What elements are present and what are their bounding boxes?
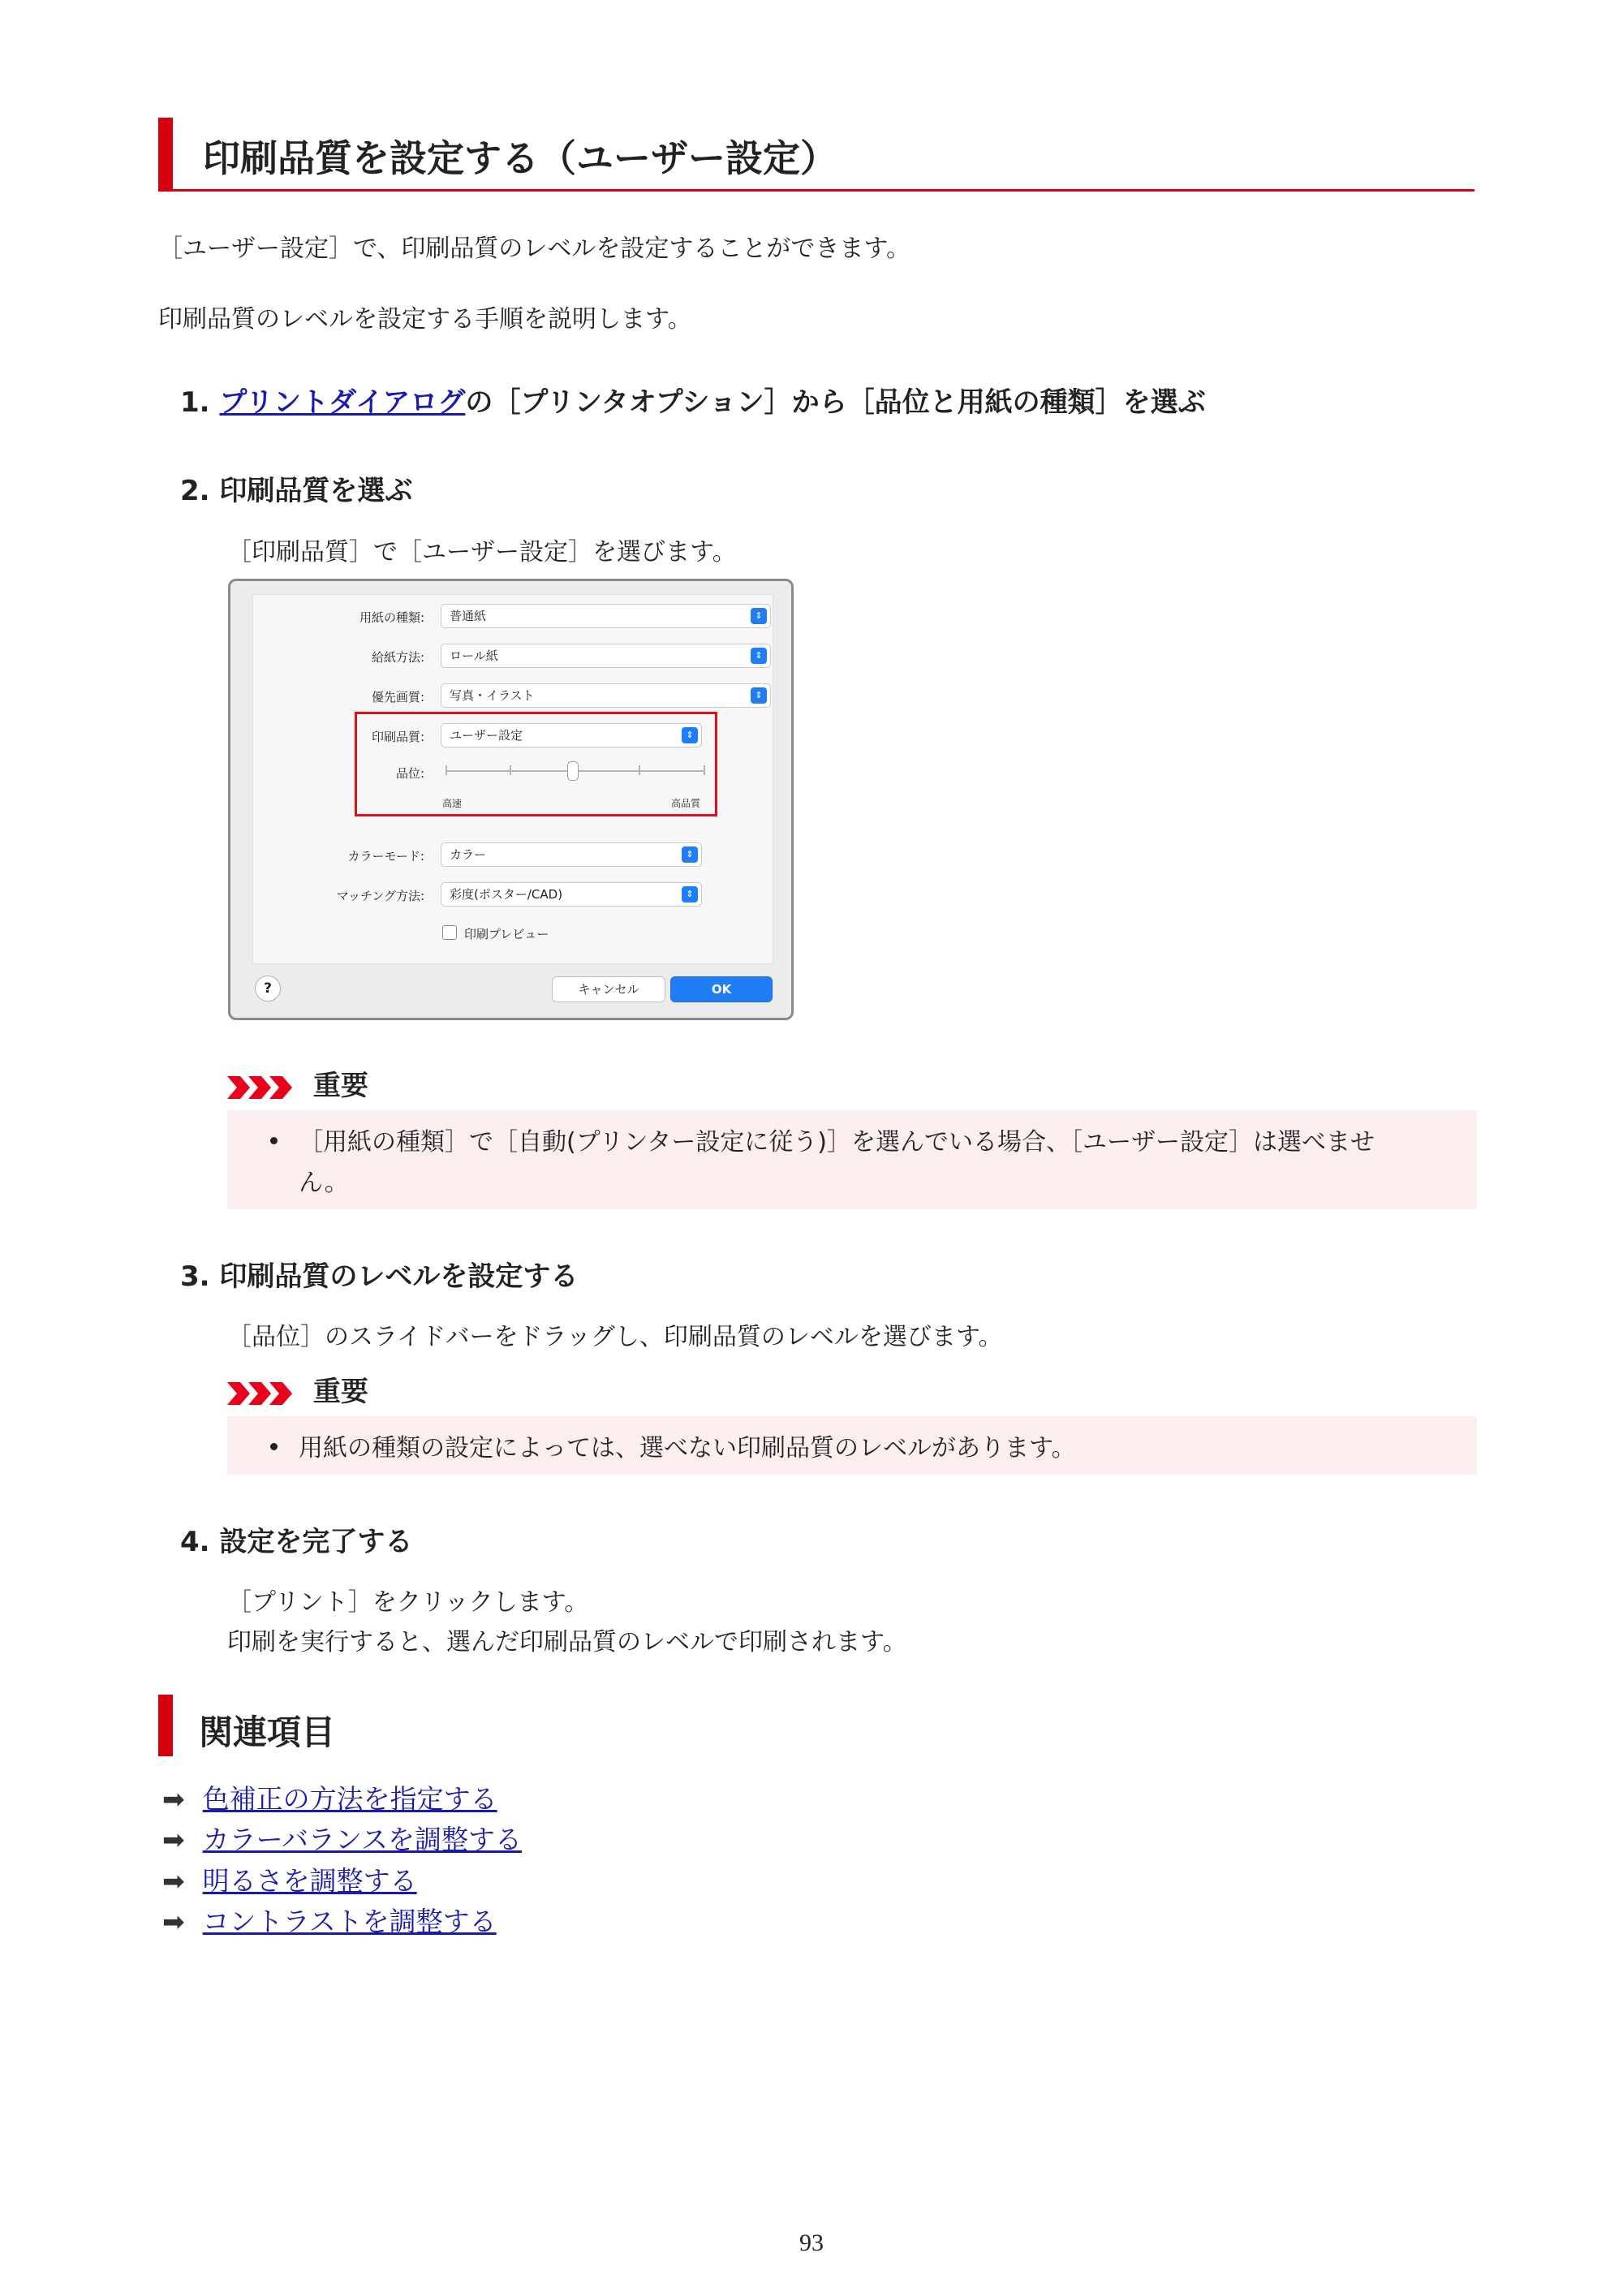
- slider-tick: [704, 765, 705, 775]
- bullet: [270, 1137, 278, 1144]
- bullet: [270, 1443, 278, 1450]
- important-box-2: [227, 1416, 1477, 1475]
- chevron-updown-icon: ⇕: [682, 727, 698, 743]
- important-heading-2: [227, 1369, 368, 1409]
- paper-source-value: ロール紙: [450, 648, 498, 663]
- step-1-number: 1.: [180, 386, 210, 419]
- important-label: 重要: [312, 1376, 368, 1408]
- slider-tick: [639, 765, 640, 775]
- step-4: [180, 1519, 412, 1559]
- paper-type-select[interactable]: [441, 604, 771, 628]
- intro-paragraph-1: ［ユーザー設定］で、印刷品質のレベルを設定することができます。: [158, 235, 911, 263]
- chevron-updown-icon: ⇕: [751, 608, 767, 624]
- step-3: [180, 1254, 578, 1294]
- page-heading: [158, 118, 1474, 191]
- intro-paragraph-2: 印刷品質のレベルを設定する手順を説明します。: [158, 305, 692, 334]
- matching-method-label: マッチング方法:: [336, 889, 424, 903]
- heading-accent-bar: [158, 118, 173, 191]
- step-4-description: ［プリント］をクリックします。: [227, 1588, 589, 1617]
- slider-tick: [446, 765, 447, 775]
- cancel-button[interactable]: キャンセル: [552, 976, 665, 1002]
- quality-level-label: 品位:: [395, 766, 424, 781]
- arrow-right-icon: ➡: [162, 1865, 185, 1897]
- related-item: [162, 1901, 497, 1939]
- important-chevrons-icon: [227, 1381, 295, 1406]
- chevron-updown-icon: ⇕: [751, 648, 767, 664]
- heading-accent-bar: [158, 1695, 173, 1756]
- color-mode-label: カラーモード:: [347, 849, 424, 864]
- important-note-1-line-2: ん。: [299, 1169, 349, 1197]
- important-heading-1: [227, 1063, 368, 1103]
- related-title: 関連項目: [199, 1712, 336, 1752]
- matching-method-select[interactable]: [441, 882, 702, 907]
- ok-button[interactable]: OK: [670, 976, 773, 1002]
- step-1-text: の［プリンタオプション］から［品位と用紙の種類］を選ぶ: [465, 386, 1206, 419]
- important-note-2: 用紙の種類の設定によっては、選べない印刷品質のレベルがあります。: [299, 1434, 1076, 1462]
- print-preview-checkbox[interactable]: [442, 925, 457, 940]
- step-4-description-2: 印刷を実行すると、選んだ印刷品質のレベルで印刷されます。: [227, 1628, 907, 1656]
- chevron-updown-icon: ⇕: [751, 687, 767, 704]
- slider-tick: [510, 765, 511, 775]
- related-link[interactable]: カラーバランスを調整する: [202, 1824, 523, 1855]
- related-link[interactable]: コントラストを調整する: [202, 1906, 497, 1937]
- print-quality-select[interactable]: [441, 723, 702, 747]
- step-2-description: ［印刷品質］で［ユーザー設定］を選びます。: [227, 538, 737, 566]
- related-item: [162, 1860, 417, 1898]
- priority-quality-select[interactable]: [441, 683, 771, 708]
- page-number: 93: [799, 2229, 824, 2256]
- chevron-updown-icon: ⇕: [682, 846, 698, 863]
- slider-max-label: 高品質: [671, 798, 701, 809]
- step-2: [180, 468, 412, 508]
- paper-type-value: 普通紙: [450, 609, 487, 623]
- arrow-right-icon: ➡: [162, 1906, 185, 1937]
- important-label: 重要: [312, 1070, 368, 1102]
- step-3-number: 3.: [180, 1260, 210, 1293]
- paper-type-label: 用紙の種類:: [359, 610, 424, 625]
- priority-quality-value: 写真・イラスト: [450, 688, 535, 703]
- step-2-number: 2.: [180, 475, 210, 507]
- print-quality-value: ユーザー設定: [450, 728, 523, 743]
- paper-source-label: 給紙方法:: [371, 650, 424, 665]
- related-link[interactable]: 明るさを調整する: [202, 1865, 417, 1897]
- color-mode-value: カラー: [450, 847, 487, 862]
- print-quality-label: 印刷品質:: [371, 730, 424, 744]
- important-note-1-line-1: ［用紙の種類］で［自動(プリンター設定に従う)］を選んでいる場合、［ユーザー設定］は選べませ: [299, 1128, 1375, 1157]
- print-options-dialog: [228, 579, 794, 1020]
- important-box-1: [227, 1110, 1477, 1209]
- matching-method-value: 彩度(ポスター/CAD): [450, 887, 563, 902]
- page-title: 印刷品質を設定する（ユーザー設定）: [203, 136, 837, 180]
- step-4-text: 設定を完了する: [219, 1526, 413, 1558]
- step-1: [180, 380, 1206, 420]
- step-2-text: 印刷品質を選ぶ: [219, 475, 413, 507]
- arrow-right-icon: ➡: [162, 1783, 185, 1815]
- priority-quality-label: 優先画質:: [371, 690, 424, 704]
- step-3-text: 印刷品質のレベルを設定する: [219, 1260, 579, 1293]
- quality-slider-knob[interactable]: [567, 761, 579, 781]
- related-item: [162, 1778, 497, 1816]
- help-button[interactable]: ?: [255, 976, 281, 1002]
- step-4-number: 4.: [180, 1526, 210, 1558]
- slider-min-label: 高速: [442, 798, 463, 809]
- step-3-description: ［品位］のスライドバーをドラッグし、印刷品質のレベルを選びます。: [227, 1323, 1003, 1351]
- color-mode-select[interactable]: [441, 842, 702, 867]
- chevron-updown-icon: ⇕: [682, 886, 698, 902]
- print-dialog-link[interactable]: プリントダイアログ: [219, 386, 466, 419]
- related-item: [162, 1819, 522, 1857]
- print-preview-label: 印刷プレビュー: [464, 927, 549, 941]
- related-link[interactable]: 色補正の方法を指定する: [202, 1783, 497, 1815]
- paper-source-select[interactable]: [441, 644, 771, 668]
- arrow-right-icon: ➡: [162, 1824, 185, 1855]
- important-chevrons-icon: [227, 1075, 295, 1101]
- heading-underline: [158, 189, 1474, 192]
